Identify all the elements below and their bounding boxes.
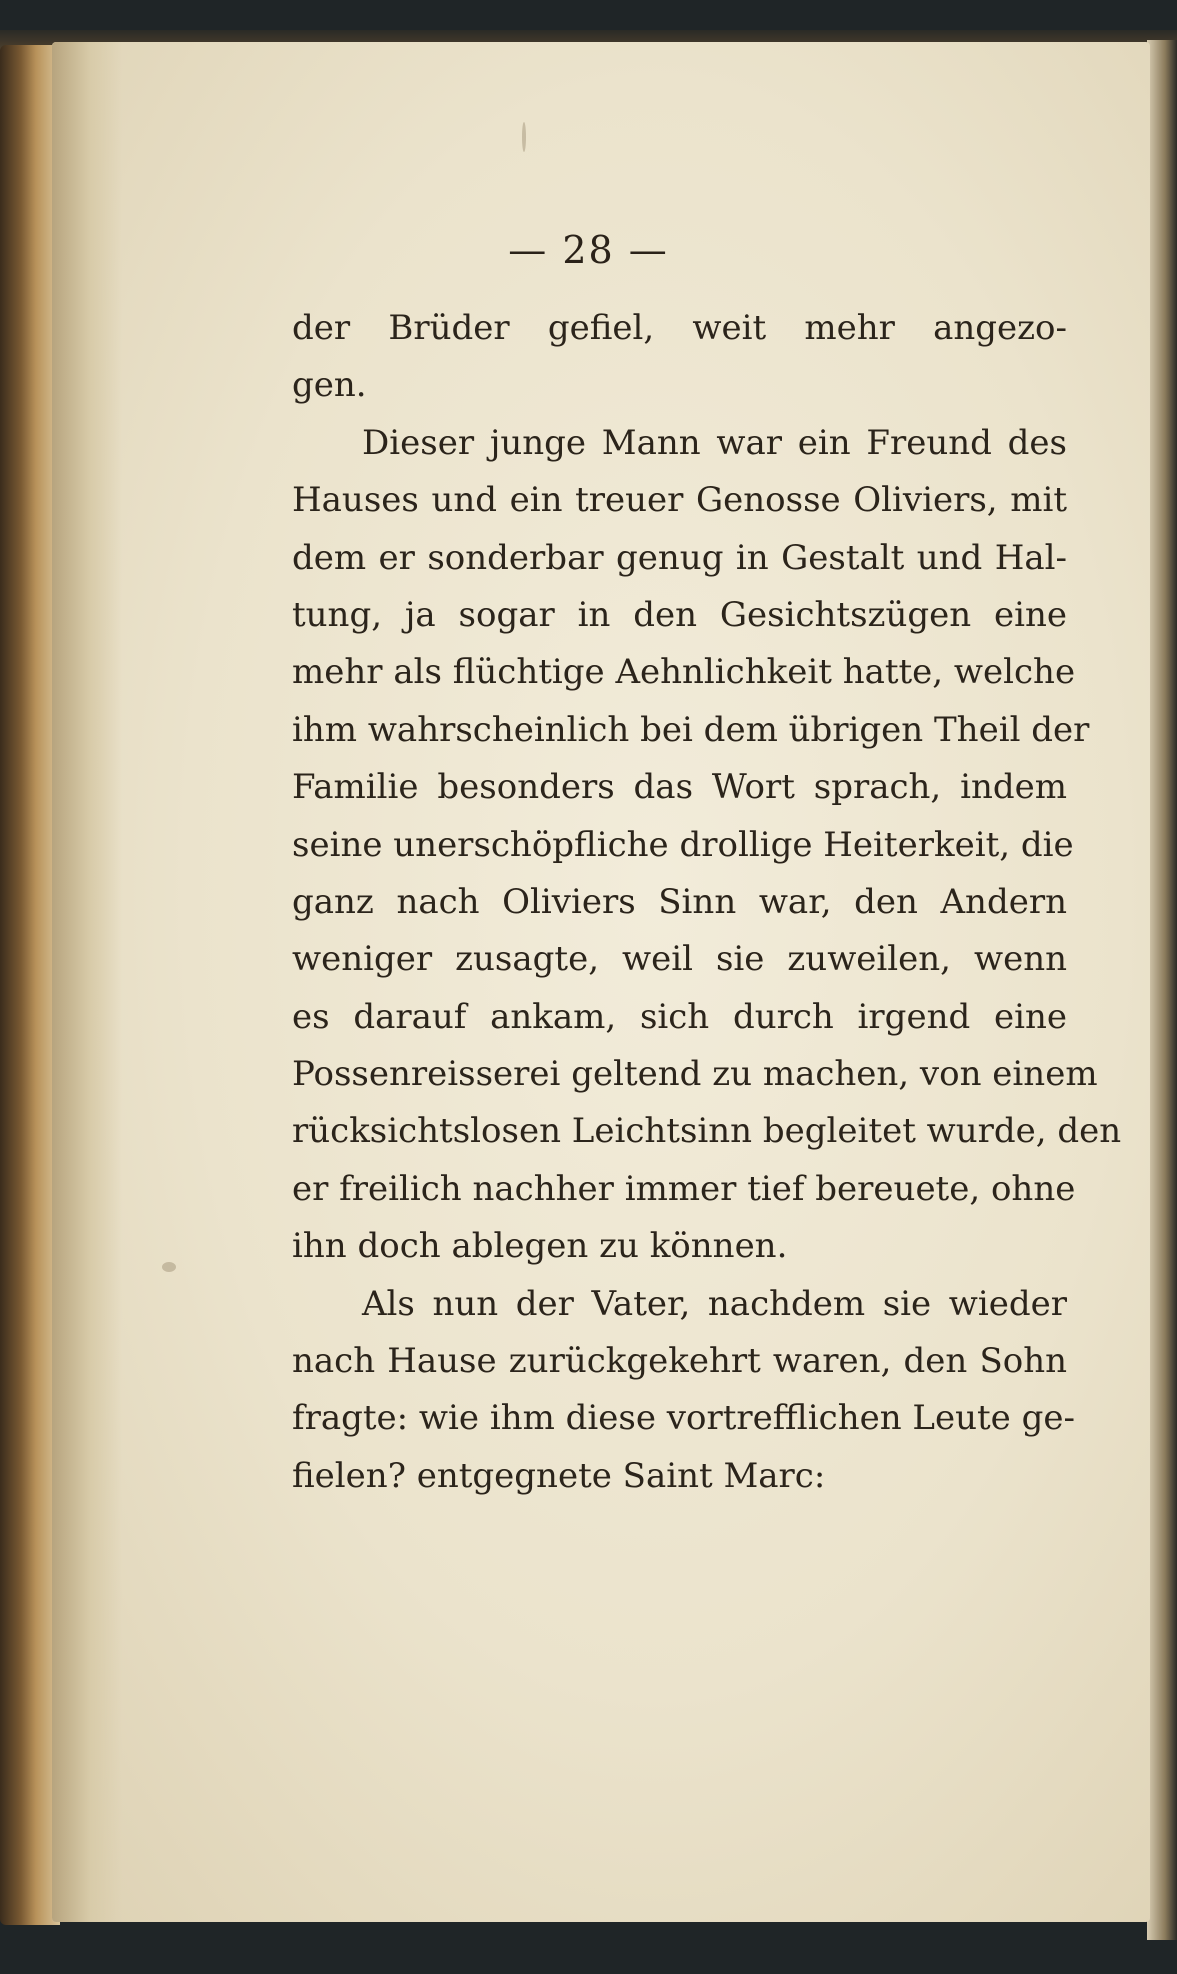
text-line: fielen? entgegnete Saint Marc: [292, 1455, 826, 1496]
text-line: weniger zusagte, weil sie zuweilen, wenn [292, 939, 1067, 980]
page-gutter-shadow [52, 42, 122, 1922]
text-line: Als nun der Vater, nachdem sie wieder [362, 1283, 1067, 1324]
text-line: Possenreisserei geltend zu machen, von einem [292, 1054, 1098, 1095]
text-line: ihn doch ablegen zu können. [292, 1226, 788, 1267]
ink-smudge [162, 1262, 176, 1272]
text-line: tung, ja sogar in den Gesichtszügen eine [292, 594, 1067, 635]
ink-mark [522, 122, 526, 152]
text-line: fragte: wie ihm diese vortrefflichen Leute ge- [292, 1398, 1075, 1439]
book-right-edge [1147, 40, 1177, 1940]
text-line: der Brüder gefiel, weit mehr angezo- [292, 308, 1067, 348]
page-text-block [292, 300, 1122, 1505]
text-line: gen. [292, 365, 367, 406]
page-number: — 28 — [508, 228, 669, 272]
book-spine-edge [0, 45, 60, 1925]
text-line: mehr als flüchtige Aehnlichkeit hatte, welche [292, 652, 1076, 693]
text-line: Hauses und ein treuer Genosse Oliviers, mit [292, 480, 1067, 521]
text-line: Familie besonders das Wort sprach, indem [292, 767, 1067, 808]
text-line: ihm wahrscheinlich bei dem übrigen Theil der [292, 709, 1090, 750]
text-line: rücksichtslosen Leichtsinn begleitet wurde, den [292, 1111, 1122, 1152]
text-line: dem er sonderbar genug in Gestalt und Hal- [292, 537, 1067, 578]
text-line: seine unerschöpfliche drollige Heiterkeit, die [292, 824, 1074, 865]
text-line: es darauf ankam, sich durch irgend eine [292, 996, 1067, 1037]
text-line: nach Hause zurückgekehrt waren, den Sohn [292, 1341, 1067, 1382]
text-line: Dieser junge Mann war ein Freund des [362, 422, 1067, 463]
text-line: ganz nach Oliviers Sinn war, den Andern [292, 881, 1067, 922]
text-line: er freilich nachher immer tief bereuete, ohne [292, 1168, 1076, 1209]
